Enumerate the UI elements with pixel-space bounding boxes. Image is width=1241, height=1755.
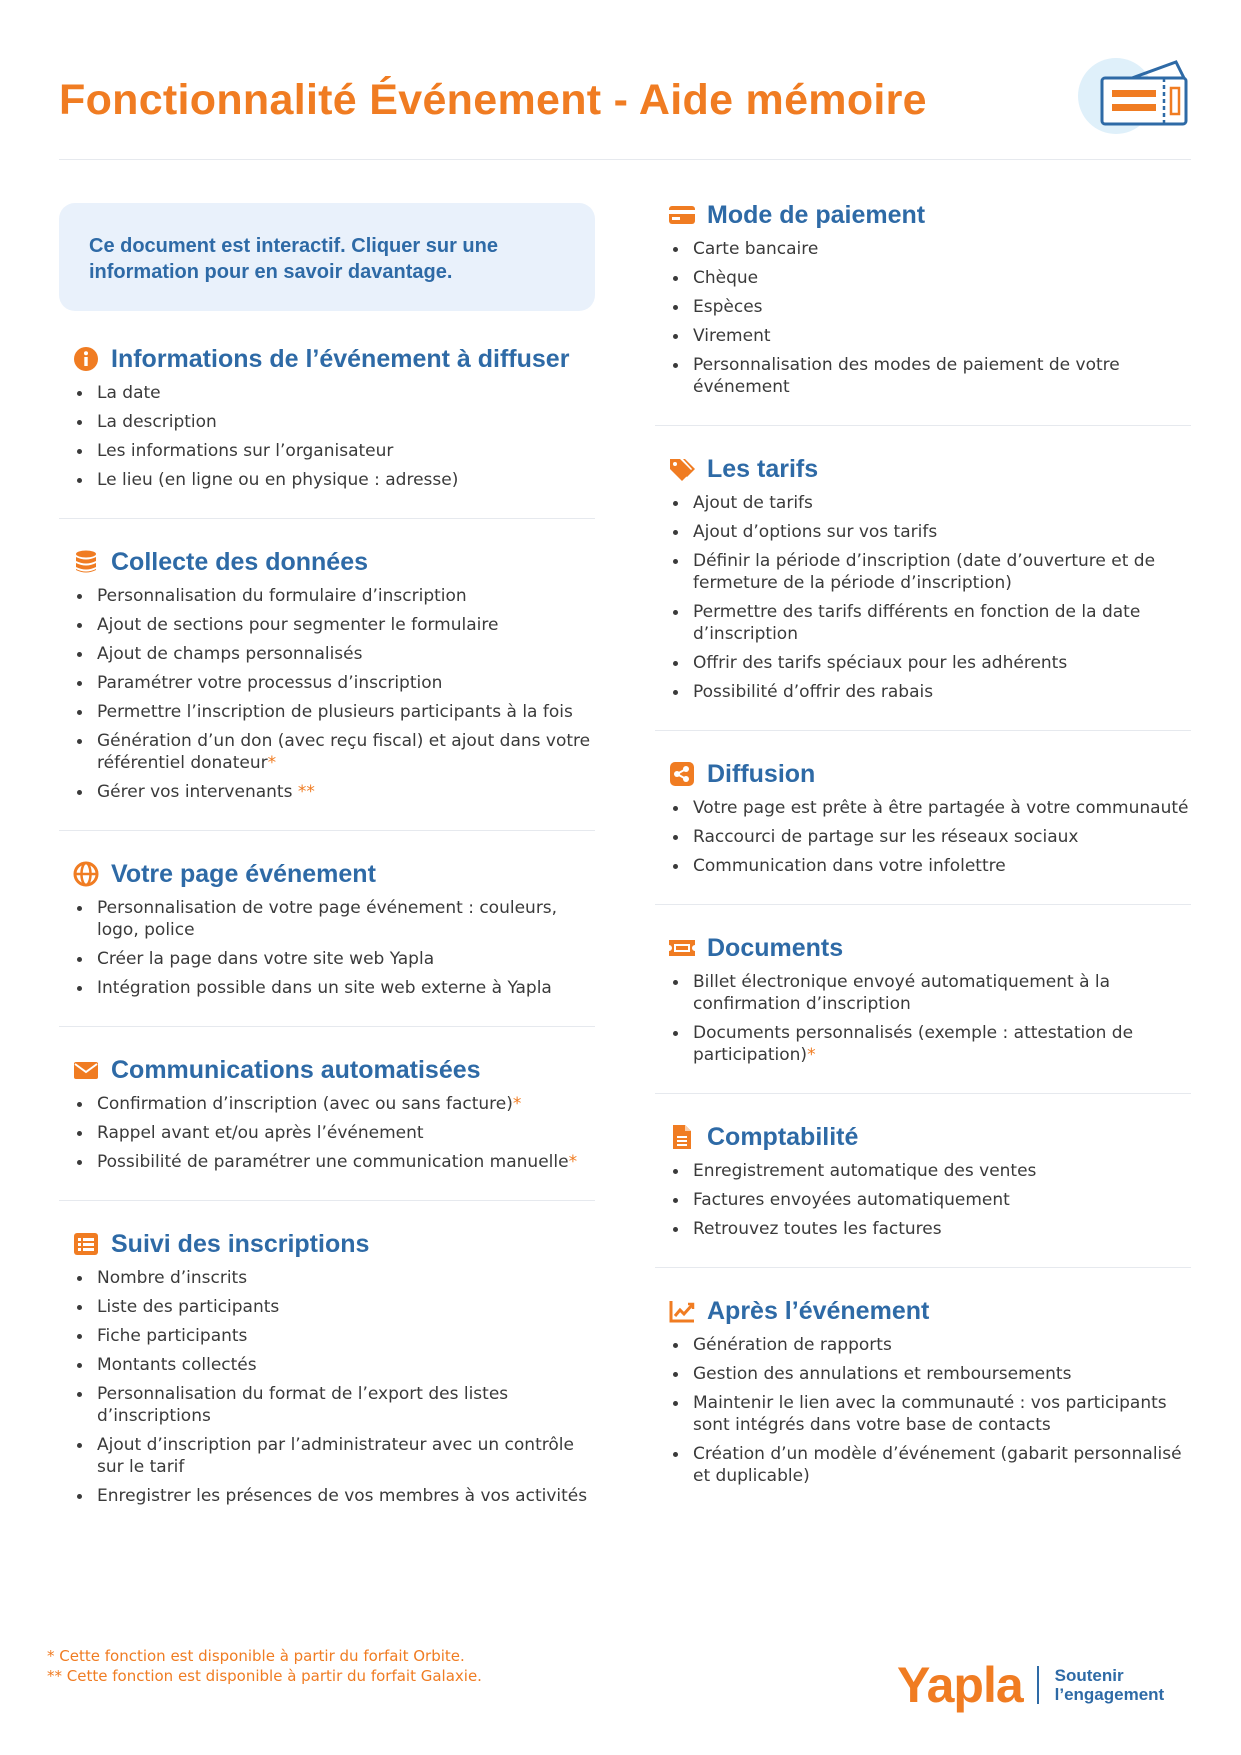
feature-list xyxy=(655,238,1191,398)
feature-item[interactable] xyxy=(97,1383,595,1427)
feature-item[interactable] xyxy=(97,1267,595,1289)
section-collecte-des-donnees xyxy=(59,545,595,831)
section-apres-l-evenement xyxy=(655,1294,1191,1514)
section-les-tarifs xyxy=(655,452,1191,731)
feature-text: Chèque xyxy=(693,268,759,288)
brand-block xyxy=(897,1657,1165,1713)
feature-item[interactable] xyxy=(97,643,595,665)
feature-text: Carte bancaire xyxy=(693,239,819,259)
feature-item[interactable] xyxy=(693,1189,1191,1211)
section-mode-de-paiement xyxy=(655,198,1191,426)
info-icon xyxy=(73,346,99,372)
section-header[interactable] xyxy=(669,1120,1191,1154)
ticket-icon xyxy=(1072,56,1192,136)
yapla-logo[interactable]: Yapla xyxy=(897,1657,1023,1713)
feature-text: Génération de rapports xyxy=(693,1335,892,1355)
feature-item[interactable] xyxy=(693,826,1191,848)
left-column xyxy=(59,342,595,1560)
feature-item[interactable] xyxy=(97,781,595,803)
feature-item[interactable] xyxy=(97,614,595,636)
feature-list xyxy=(59,897,595,999)
feature-text: Offrir des tarifs spéciaux pour les adhérents xyxy=(693,653,1068,673)
section-title: Documents xyxy=(707,933,844,962)
feature-text: Créer la page dans votre site web Yapla xyxy=(97,949,435,969)
section-title: Collecte des données xyxy=(111,547,369,576)
page-title: Fonctionnalité Événement - Aide mémoire xyxy=(59,76,927,124)
feature-item[interactable] xyxy=(97,1093,595,1115)
section-votre-page-evenement xyxy=(59,857,595,1027)
section-communications-automatisees xyxy=(59,1053,595,1201)
availability-star: * xyxy=(512,1094,522,1114)
feature-item[interactable] xyxy=(693,855,1191,877)
feature-list xyxy=(59,382,595,491)
tagline-line-1: Soutenir xyxy=(1054,1666,1124,1685)
feature-list xyxy=(655,797,1191,877)
section-title: Votre page événement xyxy=(111,859,376,888)
section-header[interactable] xyxy=(669,452,1191,486)
feature-item[interactable] xyxy=(97,585,595,607)
feature-text: Possibilité de paramétrer une communication manuelle xyxy=(97,1152,569,1172)
feature-text: Nombre d’inscrits xyxy=(97,1268,248,1288)
feature-item[interactable] xyxy=(97,411,595,433)
feature-item[interactable] xyxy=(97,1434,595,1478)
feature-text: Personnalisation des modes de paiement de votre événement xyxy=(693,355,1120,397)
feature-item[interactable] xyxy=(693,1022,1191,1066)
feature-text: Communication dans votre infolettre xyxy=(693,856,1006,876)
footnote-orbite: * Cette fonction est disponible à partir du forfait Orbite. xyxy=(47,1647,465,1665)
feature-item[interactable] xyxy=(693,1334,1191,1356)
feature-list xyxy=(59,585,595,803)
feature-text: Documents personnalisés (exemple : attestation de participation) xyxy=(693,1023,1134,1065)
feature-item[interactable] xyxy=(693,971,1191,1015)
feature-item[interactable] xyxy=(693,325,1191,347)
brand-tagline xyxy=(1055,1666,1165,1704)
feature-text: Ajout de tarifs xyxy=(693,493,813,513)
section-documents xyxy=(655,931,1191,1094)
credit-card-icon xyxy=(669,202,695,228)
feature-text: Personnalisation du format de l’export des listes d’inscriptions xyxy=(97,1384,509,1426)
list-icon xyxy=(73,1231,99,1257)
feature-text: Permettre l’inscription de plusieurs participants à la fois xyxy=(97,702,573,722)
globe-icon xyxy=(73,861,99,887)
section-title: Suivi des inscriptions xyxy=(111,1229,370,1258)
feature-item[interactable] xyxy=(97,730,595,774)
feature-list xyxy=(655,1160,1191,1240)
feature-text: Personnalisation du formulaire d’inscription xyxy=(97,586,467,606)
feature-text: Définir la période d’inscription (date d’ouverture et de fermeture de la période d’inscription) xyxy=(693,551,1156,593)
share-icon xyxy=(669,761,695,787)
feature-text: Le lieu (en ligne ou en physique : adresse) xyxy=(97,470,459,490)
feature-item[interactable] xyxy=(97,1151,595,1173)
envelope-icon xyxy=(73,1057,99,1083)
feature-text: Espèces xyxy=(693,297,763,317)
feature-item[interactable] xyxy=(693,492,1191,514)
feature-text: Rappel avant et/ou après l’événement xyxy=(97,1123,424,1143)
feature-text: Factures envoyées automatiquement xyxy=(693,1190,1010,1210)
tags-icon xyxy=(669,456,695,482)
feature-item[interactable] xyxy=(693,296,1191,318)
feature-text: Paramétrer votre processus d’inscription xyxy=(97,673,443,693)
feature-item[interactable] xyxy=(97,1296,595,1318)
feature-item[interactable] xyxy=(97,672,595,694)
ticket-small-icon xyxy=(669,935,695,961)
feature-item[interactable] xyxy=(97,440,595,462)
feature-item[interactable] xyxy=(97,701,595,723)
info-note xyxy=(59,203,595,311)
feature-list xyxy=(655,971,1191,1066)
feature-text: Retrouvez toutes les factures xyxy=(693,1219,942,1239)
feature-item[interactable] xyxy=(97,948,595,970)
feature-item[interactable] xyxy=(693,1363,1191,1385)
section-header[interactable] xyxy=(73,342,595,376)
feature-text: Création d’un modèle d’événement (gabarit personnalisé et duplicable) xyxy=(693,1444,1182,1486)
section-title: Comptabilité xyxy=(707,1122,859,1151)
database-icon xyxy=(73,549,99,575)
section-header[interactable] xyxy=(669,198,1191,232)
availability-star: * xyxy=(807,1045,816,1065)
feature-list xyxy=(655,1334,1191,1487)
section-header[interactable] xyxy=(669,757,1191,791)
feature-text: Intégration possible dans un site web externe à Yapla xyxy=(97,978,552,998)
footnote-galaxie: ** Cette fonction est disponible à partir du forfait Galaxie. xyxy=(47,1667,482,1685)
feature-text: Les informations sur l’organisateur xyxy=(97,441,394,461)
section-header[interactable] xyxy=(73,1227,595,1261)
feature-text: Enregistrer les présences de vos membres à vos activités xyxy=(97,1486,588,1506)
feature-item[interactable] xyxy=(693,681,1191,703)
feature-item[interactable] xyxy=(97,1122,595,1144)
feature-text: Possibilité d’offrir des rabais xyxy=(693,682,934,702)
section-header[interactable] xyxy=(73,857,595,891)
feature-item[interactable] xyxy=(97,469,595,491)
feature-text: Gestion des annulations et remboursements xyxy=(693,1364,1072,1384)
feature-text: Ajout d’options sur vos tarifs xyxy=(693,522,938,542)
feature-item[interactable] xyxy=(693,1392,1191,1436)
feature-text: Billet électronique envoyé automatiquement à la confirmation d’inscription xyxy=(693,972,1111,1014)
feature-text: Génération d’un don (avec reçu fiscal) et ajout dans votre référentiel donateur xyxy=(97,731,591,773)
section-header[interactable] xyxy=(669,931,1191,965)
feature-item[interactable] xyxy=(97,1485,595,1507)
file-icon xyxy=(669,1124,695,1150)
feature-item[interactable] xyxy=(693,797,1191,819)
feature-item[interactable] xyxy=(693,267,1191,289)
chart-line-icon xyxy=(669,1298,695,1324)
feature-text: La description xyxy=(97,412,217,432)
feature-item[interactable] xyxy=(693,1443,1191,1487)
section-header[interactable] xyxy=(669,1294,1191,1328)
brand-divider xyxy=(1037,1666,1039,1704)
section-comptabilite xyxy=(655,1120,1191,1268)
availability-star: * xyxy=(568,1152,578,1172)
feature-text: Virement xyxy=(693,326,771,346)
feature-list xyxy=(655,492,1191,703)
section-header[interactable] xyxy=(73,1053,595,1087)
section-title: Communications automatisées xyxy=(111,1055,481,1084)
feature-text: Votre page est prête à être partagée à votre communauté xyxy=(693,798,1189,818)
section-suivi-des-inscriptions xyxy=(59,1227,595,1534)
feature-text: Permettre des tarifs différents en fonction de la date d’inscription xyxy=(693,602,1141,644)
section-header[interactable] xyxy=(73,545,595,579)
feature-text: Ajout d’inscription par l’administrateur avec un contrôle sur le tarif xyxy=(97,1435,574,1477)
tagline-line-2: l’engagement xyxy=(1054,1685,1165,1704)
feature-item[interactable] xyxy=(97,1354,595,1376)
section-title: Les tarifs xyxy=(707,454,819,483)
feature-item[interactable] xyxy=(693,550,1191,594)
section-diffusion xyxy=(655,757,1191,905)
section-title: Mode de paiement xyxy=(707,200,926,229)
info-note-text: Ce document est interactif. Cliquer sur une information pour en savoir davantage. xyxy=(89,235,498,283)
availability-star: ** xyxy=(297,782,315,802)
feature-item[interactable] xyxy=(693,238,1191,260)
feature-item[interactable] xyxy=(97,382,595,404)
header-divider xyxy=(59,159,1191,160)
feature-text: Enregistrement automatique des ventes xyxy=(693,1161,1037,1181)
feature-text: Ajout de champs personnalisés xyxy=(97,644,363,664)
feature-text: Montants collectés xyxy=(97,1355,257,1375)
feature-item[interactable] xyxy=(693,601,1191,645)
feature-item[interactable] xyxy=(97,977,595,999)
section-informations-de-l-evenement-a-diffuser xyxy=(59,342,595,519)
feature-item[interactable] xyxy=(693,354,1191,398)
section-title: Après l’événement xyxy=(707,1296,930,1325)
availability-star: * xyxy=(267,753,277,773)
feature-text: Raccourci de partage sur les réseaux sociaux xyxy=(693,827,1079,847)
section-title: Diffusion xyxy=(707,759,816,788)
feature-text: Fiche participants xyxy=(97,1326,248,1346)
feature-text: Maintenir le lien avec la communauté : vos participants sont intégrés dans votre base de contacts xyxy=(693,1393,1167,1435)
feature-text: Ajout de sections pour segmenter le formulaire xyxy=(97,615,499,635)
feature-text: Personnalisation de votre page événement : couleurs, logo, police xyxy=(97,898,558,940)
section-title: Informations de l’événement à diffuser xyxy=(111,344,570,373)
feature-list xyxy=(59,1267,595,1507)
feature-list xyxy=(59,1093,595,1173)
feature-text: Gérer vos intervenants xyxy=(97,782,298,802)
right-column xyxy=(655,198,1191,1540)
feature-text: Confirmation d’inscription (avec ou sans facture) xyxy=(97,1094,513,1114)
feature-item[interactable] xyxy=(693,1160,1191,1182)
feature-item[interactable] xyxy=(693,521,1191,543)
feature-item[interactable] xyxy=(693,652,1191,674)
feature-item[interactable] xyxy=(693,1218,1191,1240)
feature-text: Liste des participants xyxy=(97,1297,280,1317)
feature-item[interactable] xyxy=(97,897,595,941)
feature-item[interactable] xyxy=(97,1325,595,1347)
feature-text: La date xyxy=(97,383,161,403)
